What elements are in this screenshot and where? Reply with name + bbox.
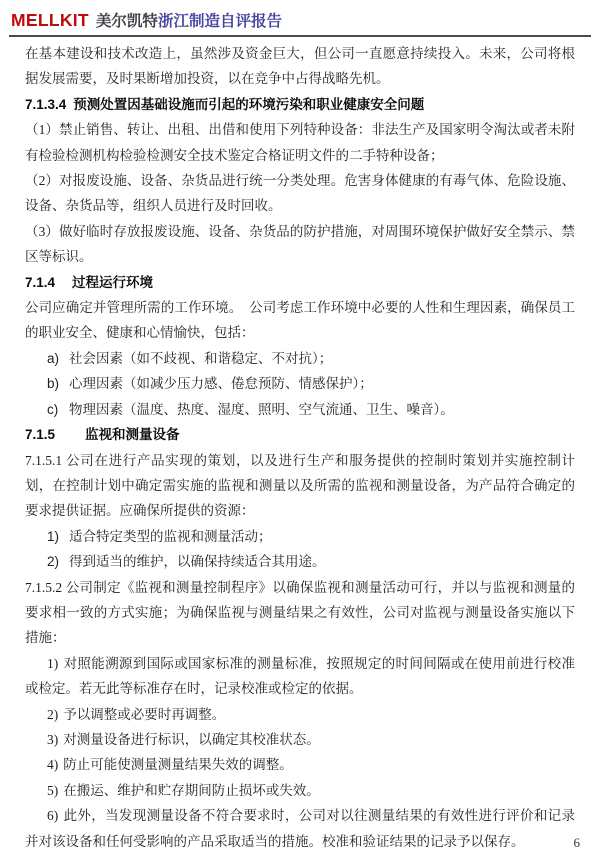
numbered-paragraph-text: 在搬运、维护和贮存期间防止损坏或失效。 <box>63 782 320 798</box>
list-item-2 <box>25 549 575 574</box>
numbered-paragraph-text: 此外，当发现测量设备不符合要求时，公司对以往测量结果的有效性进行评价和记录并对该设备和任何受影响的产品采取适当的措施。校准和验证结果的记录予以保存。 <box>25 808 575 849</box>
numbered-paragraph-1 <box>25 651 575 702</box>
list-marker: 1) <box>47 655 59 671</box>
numbered-paragraph-3 <box>25 727 575 752</box>
paragraph-7-1-5-2: 7.1.5.2 公司制定《监视和测量控制程序》以确保监视和测量活动可行，并以与监视和测量的要求相一致的方式实施；为确保监视与测量结果之有效性，公司对监视与测量设备实施以下措施： <box>25 579 575 646</box>
paragraph-intro: 在基本建设和技术改造上，虽然涉及资金巨大，但公司一直愿意持续投入。未来，公司将根据发展需要，及时果断增加投资，以在竞争中占得战略先机。 <box>25 46 575 87</box>
list-item-a <box>25 346 575 371</box>
list-marker: 4) <box>47 757 59 773</box>
brand-logo-text: MELLKIT <box>11 10 89 30</box>
list-marker: 1) <box>47 528 60 544</box>
paragraph-item-3: （3）做好临时存放报废设施、设备、杂货品的防护措施，对周围环境保护做好安全禁示、禁区等标识。 <box>25 223 575 265</box>
numbered-paragraph-text: 予以调整或必要时再调整。 <box>63 706 226 722</box>
list-item-text: 社会因素（如不歧视、和谐稳定、不对抗）； <box>69 350 333 366</box>
section-heading-7-1-5 <box>25 422 575 447</box>
numbered-paragraph-6 <box>25 803 575 854</box>
numbered-paragraph-5 <box>25 778 575 803</box>
section-number: 7.1.5 <box>25 427 56 443</box>
section-title: 监视和测量设备 <box>85 427 180 443</box>
list-item-text: 物理因素（温度、热度、湿度、照明、空气流通、卫生、噪音）。 <box>69 401 454 417</box>
numbered-paragraph-text: 防止可能使测量测量结果失效的调整。 <box>63 757 293 773</box>
section-heading-7-1-3-4 <box>25 92 575 117</box>
list-item-b <box>25 371 575 396</box>
numbered-paragraph-text: 对照能溯源到国际或国家标准的测量标准，按照规定的时间间隔或在使用前进行校准或检定。若无此等标准存在时，记录校准或检定的依据。 <box>25 655 575 697</box>
section-heading-7-1-4 <box>25 270 575 295</box>
paragraph-7-1-5-1: 7.1.5.1 公司在进行产品实现的策划，以及进行生产和服务提供的控制时策划并实施控制计划，在控制计划中确定需实施的监视和测量以及所需的监视和测量设备，为产品符合确定的要求提供证据。应确保所提供的资源： <box>25 452 575 519</box>
header-report-title: 浙江制造自评报告 <box>157 13 282 30</box>
list-item-text: 适合特定类型的监视和测量活动； <box>69 528 272 544</box>
paragraph-item-1: （1）禁止销售、转让、出租、出借和使用下列特种设备：非法生产及国家明令淘汰或者未附有检验检测机构检验检测安全技术鉴定合格证明文件的二手特种设备； <box>25 122 575 163</box>
list-item-1 <box>25 524 575 549</box>
list-item-text: 得到适当的维护，以确保持续适合其用途。 <box>69 554 326 570</box>
list-marker: b) <box>47 376 60 392</box>
page-number: 6 <box>573 835 580 850</box>
section-number: 7.1.4 <box>25 274 56 290</box>
section-number: 7.1.3.4 <box>25 96 67 112</box>
list-marker: 5) <box>47 782 59 798</box>
list-item-c <box>25 397 575 422</box>
section-title: 过程运行环境 <box>72 274 154 290</box>
numbered-paragraph-text: 对测量设备进行标识，以确定其校准状态。 <box>63 731 320 747</box>
list-item-text: 心理因素（如减少压力感、倦怠预防、情感保护）； <box>69 376 373 392</box>
list-marker: 2) <box>47 554 60 570</box>
numbered-paragraph-2 <box>25 702 575 727</box>
list-marker: 2) <box>47 706 59 722</box>
list-marker: c) <box>47 401 59 417</box>
page-header <box>9 8 591 37</box>
list-marker: 6) <box>47 808 59 824</box>
document-body <box>25 41 575 854</box>
paragraph-work-environment: 公司应确定并管理所需的工作环境。 公司考虑工作环境中必要的人性和生理因素，确保员工的职业安全、健康和心情愉快，包括： <box>25 300 575 341</box>
list-marker: a) <box>47 350 60 366</box>
list-marker: 3) <box>47 731 59 747</box>
header-company-name: 美尔凯特 <box>95 13 158 30</box>
section-title: 预测处置因基础设施而引起的环境污染和职业健康安全问题 <box>73 96 425 112</box>
paragraph-item-2: （2）对报废设施、设备、杂货品进行统一分类处理。危害身体健康的有毒气体、危险设施、设备、杂货品等，组织人员进行及时回收。 <box>25 173 575 214</box>
numbered-paragraph-4 <box>25 752 575 777</box>
